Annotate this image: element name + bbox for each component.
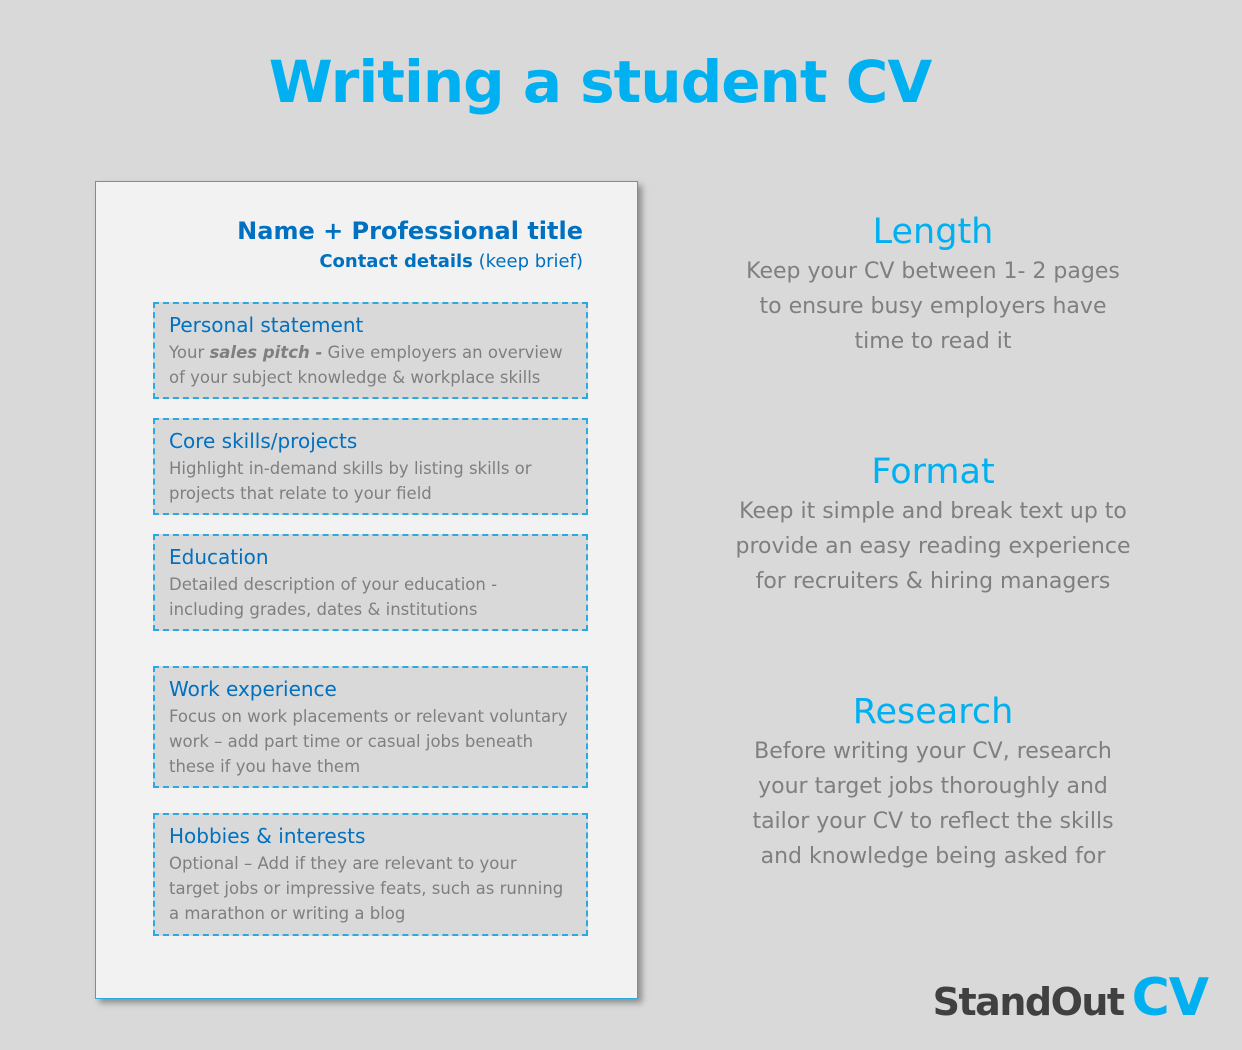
tip-research	[690, 690, 1176, 874]
logo-cv-text: CV	[1131, 968, 1208, 1028]
tip-body	[690, 734, 1176, 874]
section-title: Education	[169, 545, 269, 569]
tip-body	[690, 494, 1176, 599]
tip-line: tailor your CV to reflect the skills	[752, 809, 1114, 834]
section-education	[153, 534, 588, 631]
tip-line: your target jobs thoroughly and	[758, 774, 1108, 799]
tip-line: for recruiters & hiring managers	[755, 569, 1111, 594]
tip-line: Keep it simple and break text up to	[739, 499, 1127, 524]
page-title: Writing a student CV	[268, 48, 932, 116]
tip-title: Format	[871, 452, 995, 492]
tip-line: to ensure busy employers have	[759, 294, 1107, 319]
cv-contact-label: Contact details	[319, 251, 473, 272]
section-hobbies-interests	[153, 813, 588, 936]
section-core-skills	[153, 418, 588, 515]
section-description-text: Give employers an overview of your subject knowledge & workplace skills	[169, 343, 563, 387]
tip-line: time to read it	[854, 329, 1012, 354]
section-description: Detailed description of your education - including grades, dates & institutions	[169, 575, 498, 619]
section-description	[169, 340, 572, 390]
standout-cv-logo	[933, 968, 1208, 1040]
tip-length	[690, 210, 1176, 359]
section-description: Highlight in-demand skills by listing skills or projects that relate to your field	[169, 459, 532, 503]
logo-standout-text: StandOut	[932, 980, 1124, 1024]
cv-contact-details	[237, 247, 583, 277]
tip-line: Keep your CV between 1- 2 pages	[746, 259, 1120, 284]
section-title: Core skills/projects	[169, 429, 358, 453]
tip-line: Before writing your CV, research	[754, 739, 1112, 764]
tip-body	[690, 254, 1176, 359]
tip-line: provide an easy reading experience	[735, 534, 1131, 559]
section-personal-statement	[153, 302, 588, 399]
cv-header	[237, 215, 583, 277]
section-description-text: Your	[169, 343, 210, 362]
tip-line: and knowledge being asked for	[760, 844, 1106, 869]
section-title: Personal statement	[169, 313, 364, 337]
tip-title: Research	[852, 692, 1014, 732]
section-work-experience	[153, 666, 588, 788]
cv-contact-note: (keep brief)	[472, 251, 583, 272]
section-title: Hobbies & interests	[169, 824, 366, 848]
cv-name-title: Name + Professional title	[237, 217, 583, 245]
cv-template-page	[95, 181, 638, 999]
tip-format	[690, 450, 1176, 599]
section-description: Optional – Add if they are relevant to your target jobs or impressive feats, such as running a marathon or writing a blog	[169, 854, 564, 923]
section-title: Work experience	[169, 677, 337, 701]
sales-pitch-emphasis: sales pitch -	[209, 343, 323, 362]
tip-title: Length	[872, 212, 994, 252]
section-description: Focus on work placements or relevant voluntary work – add part time or casual jobs beneath these if you have them	[169, 707, 568, 776]
